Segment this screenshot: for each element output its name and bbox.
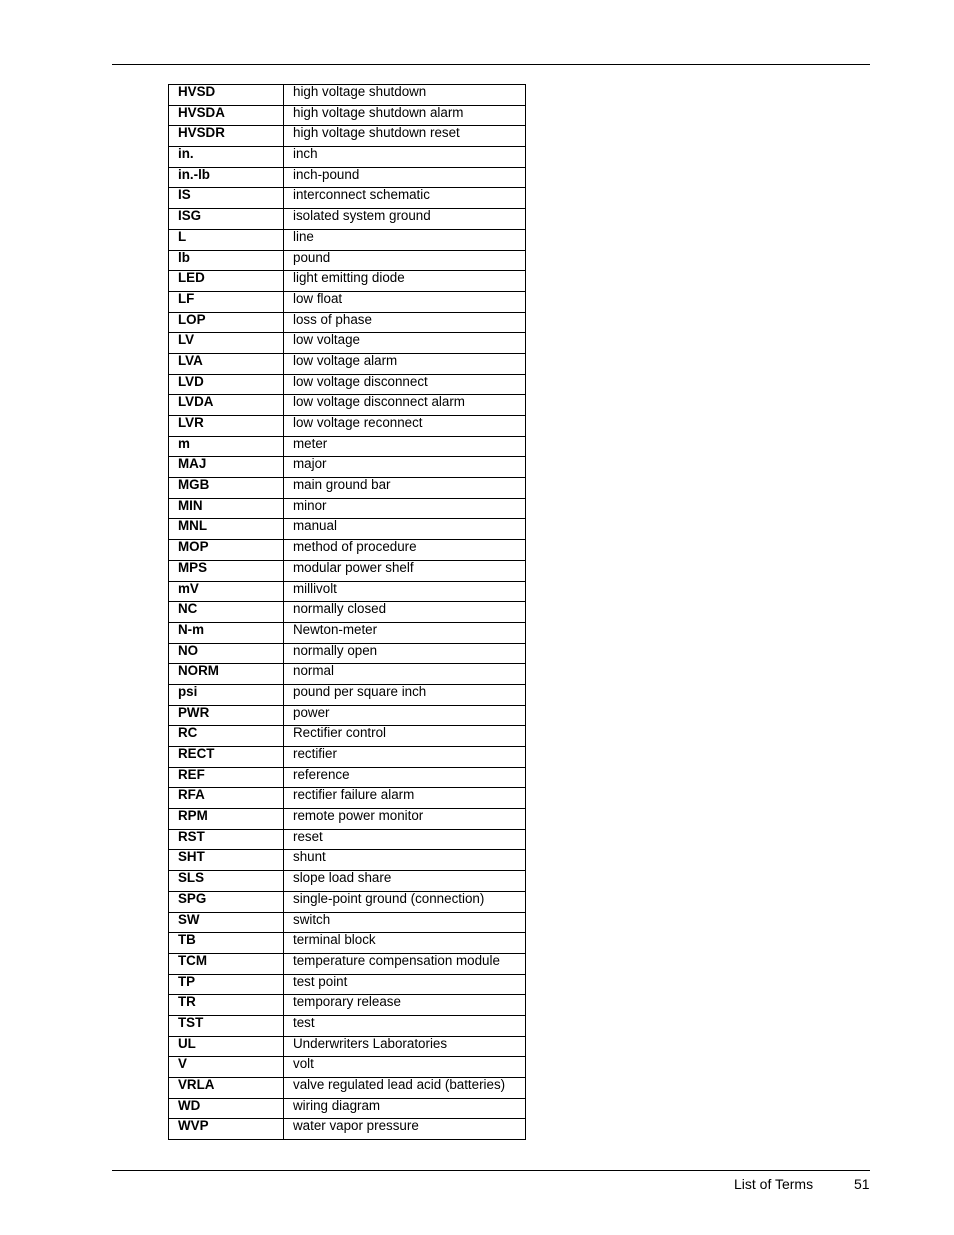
- term-abbreviation: LED: [169, 271, 284, 292]
- term-definition: low voltage disconnect alarm: [284, 395, 526, 416]
- term-definition: Newton-meter: [284, 622, 526, 643]
- term-abbreviation: MGB: [169, 478, 284, 499]
- term-definition: test: [284, 1015, 526, 1036]
- term-row: [169, 912, 526, 933]
- term-row: [169, 353, 526, 374]
- term-row: [169, 705, 526, 726]
- term-abbreviation: UL: [169, 1036, 284, 1057]
- term-row: [169, 953, 526, 974]
- term-abbreviation: NC: [169, 602, 284, 623]
- term-definition: reset: [284, 829, 526, 850]
- term-definition: reference: [284, 767, 526, 788]
- term-row: [169, 540, 526, 561]
- term-abbreviation: LVD: [169, 374, 284, 395]
- term-abbreviation: ISG: [169, 209, 284, 230]
- term-definition: Underwriters Laboratories: [284, 1036, 526, 1057]
- term-row: [169, 891, 526, 912]
- term-row: [169, 416, 526, 437]
- term-abbreviation: MPS: [169, 560, 284, 581]
- term-definition: terminal block: [284, 933, 526, 954]
- term-row: [169, 933, 526, 954]
- term-abbreviation: RPM: [169, 809, 284, 830]
- term-row: [169, 478, 526, 499]
- term-definition: isolated system ground: [284, 209, 526, 230]
- terms-table: [168, 84, 526, 1140]
- term-definition: shunt: [284, 850, 526, 871]
- term-row: [169, 850, 526, 871]
- term-abbreviation: VRLA: [169, 1078, 284, 1099]
- term-row: [169, 250, 526, 271]
- term-abbreviation: HVSDR: [169, 126, 284, 147]
- term-row: [169, 188, 526, 209]
- term-abbreviation: psi: [169, 684, 284, 705]
- term-definition: inch-pound: [284, 167, 526, 188]
- term-abbreviation: LF: [169, 291, 284, 312]
- term-abbreviation: REF: [169, 767, 284, 788]
- term-definition: low voltage: [284, 333, 526, 354]
- term-definition: temporary release: [284, 995, 526, 1016]
- term-definition: light emitting diode: [284, 271, 526, 292]
- term-abbreviation: RST: [169, 829, 284, 850]
- term-row: [169, 395, 526, 416]
- term-definition: modular power shelf: [284, 560, 526, 581]
- term-row: [169, 684, 526, 705]
- term-abbreviation: TCM: [169, 953, 284, 974]
- term-definition: loss of phase: [284, 312, 526, 333]
- term-row: [169, 643, 526, 664]
- term-row: [169, 1036, 526, 1057]
- term-abbreviation: WVP: [169, 1119, 284, 1140]
- term-row: [169, 105, 526, 126]
- term-abbreviation: TP: [169, 974, 284, 995]
- footer-section-title: List of Terms: [734, 1176, 814, 1192]
- term-abbreviation: RC: [169, 726, 284, 747]
- term-definition: rectifier failure alarm: [284, 788, 526, 809]
- term-definition: power: [284, 705, 526, 726]
- term-definition: Rectifier control: [284, 726, 526, 747]
- term-row: [169, 498, 526, 519]
- header-rule: [112, 64, 870, 65]
- term-abbreviation: TB: [169, 933, 284, 954]
- footer-page-number: 51: [854, 1176, 870, 1192]
- term-row: [169, 519, 526, 540]
- term-abbreviation: in.-lb: [169, 167, 284, 188]
- term-row: [169, 788, 526, 809]
- terms-table-body: [169, 85, 526, 1140]
- term-definition: low float: [284, 291, 526, 312]
- term-abbreviation: LV: [169, 333, 284, 354]
- term-row: [169, 1057, 526, 1078]
- term-definition: low voltage disconnect: [284, 374, 526, 395]
- term-definition: test point: [284, 974, 526, 995]
- term-definition: major: [284, 457, 526, 478]
- term-row: [169, 809, 526, 830]
- term-abbreviation: WD: [169, 1098, 284, 1119]
- term-definition: water vapor pressure: [284, 1119, 526, 1140]
- term-abbreviation: in.: [169, 147, 284, 168]
- term-abbreviation: PWR: [169, 705, 284, 726]
- term-definition: main ground bar: [284, 478, 526, 499]
- term-row: [169, 829, 526, 850]
- term-row: [169, 147, 526, 168]
- term-abbreviation: SLS: [169, 871, 284, 892]
- term-abbreviation: N-m: [169, 622, 284, 643]
- term-definition: low voltage alarm: [284, 353, 526, 374]
- term-abbreviation: LOP: [169, 312, 284, 333]
- term-abbreviation: HVSDA: [169, 105, 284, 126]
- term-abbreviation: TST: [169, 1015, 284, 1036]
- term-abbreviation: LVDA: [169, 395, 284, 416]
- term-definition: normally closed: [284, 602, 526, 623]
- term-definition: millivolt: [284, 581, 526, 602]
- term-row: [169, 622, 526, 643]
- term-abbreviation: TR: [169, 995, 284, 1016]
- term-abbreviation: NO: [169, 643, 284, 664]
- term-abbreviation: SHT: [169, 850, 284, 871]
- term-definition: temperature compensation module: [284, 953, 526, 974]
- term-row: [169, 85, 526, 106]
- term-row: [169, 602, 526, 623]
- term-definition: line: [284, 229, 526, 250]
- term-row: [169, 995, 526, 1016]
- term-definition: remote power monitor: [284, 809, 526, 830]
- term-row: [169, 747, 526, 768]
- term-row: [169, 312, 526, 333]
- term-definition: wiring diagram: [284, 1098, 526, 1119]
- term-abbreviation: MAJ: [169, 457, 284, 478]
- term-row: [169, 1119, 526, 1140]
- term-row: [169, 1098, 526, 1119]
- term-row: [169, 167, 526, 188]
- term-row: [169, 974, 526, 995]
- term-abbreviation: NORM: [169, 664, 284, 685]
- term-row: [169, 767, 526, 788]
- term-abbreviation: MNL: [169, 519, 284, 540]
- term-definition: volt: [284, 1057, 526, 1078]
- term-abbreviation: HVSD: [169, 85, 284, 106]
- term-definition: pound per square inch: [284, 684, 526, 705]
- term-definition: normally open: [284, 643, 526, 664]
- term-abbreviation: lb: [169, 250, 284, 271]
- term-abbreviation: RECT: [169, 747, 284, 768]
- term-abbreviation: RFA: [169, 788, 284, 809]
- term-row: [169, 374, 526, 395]
- term-definition: minor: [284, 498, 526, 519]
- term-row: [169, 664, 526, 685]
- term-definition: manual: [284, 519, 526, 540]
- term-abbreviation: m: [169, 436, 284, 457]
- term-row: [169, 271, 526, 292]
- term-definition: high voltage shutdown: [284, 85, 526, 106]
- term-definition: pound: [284, 250, 526, 271]
- term-row: [169, 229, 526, 250]
- term-abbreviation: L: [169, 229, 284, 250]
- term-abbreviation: LVA: [169, 353, 284, 374]
- term-abbreviation: LVR: [169, 416, 284, 437]
- term-row: [169, 291, 526, 312]
- term-definition: low voltage reconnect: [284, 416, 526, 437]
- term-row: [169, 560, 526, 581]
- term-definition: meter: [284, 436, 526, 457]
- term-abbreviation: SPG: [169, 891, 284, 912]
- term-definition: method of procedure: [284, 540, 526, 561]
- term-definition: interconnect schematic: [284, 188, 526, 209]
- term-definition: high voltage shutdown reset: [284, 126, 526, 147]
- term-definition: normal: [284, 664, 526, 685]
- term-row: [169, 209, 526, 230]
- term-abbreviation: mV: [169, 581, 284, 602]
- term-row: [169, 1015, 526, 1036]
- term-definition: inch: [284, 147, 526, 168]
- term-row: [169, 126, 526, 147]
- term-definition: valve regulated lead acid (batteries): [284, 1078, 526, 1099]
- term-row: [169, 726, 526, 747]
- term-definition: single-point ground (connection): [284, 891, 526, 912]
- footer-rule: [112, 1170, 870, 1171]
- term-definition: high voltage shutdown alarm: [284, 105, 526, 126]
- term-abbreviation: MIN: [169, 498, 284, 519]
- term-row: [169, 581, 526, 602]
- term-definition: switch: [284, 912, 526, 933]
- term-abbreviation: V: [169, 1057, 284, 1078]
- term-definition: rectifier: [284, 747, 526, 768]
- term-row: [169, 871, 526, 892]
- term-abbreviation: MOP: [169, 540, 284, 561]
- term-row: [169, 1078, 526, 1099]
- term-definition: slope load share: [284, 871, 526, 892]
- term-row: [169, 436, 526, 457]
- term-abbreviation: SW: [169, 912, 284, 933]
- term-abbreviation: IS: [169, 188, 284, 209]
- term-row: [169, 333, 526, 354]
- term-row: [169, 457, 526, 478]
